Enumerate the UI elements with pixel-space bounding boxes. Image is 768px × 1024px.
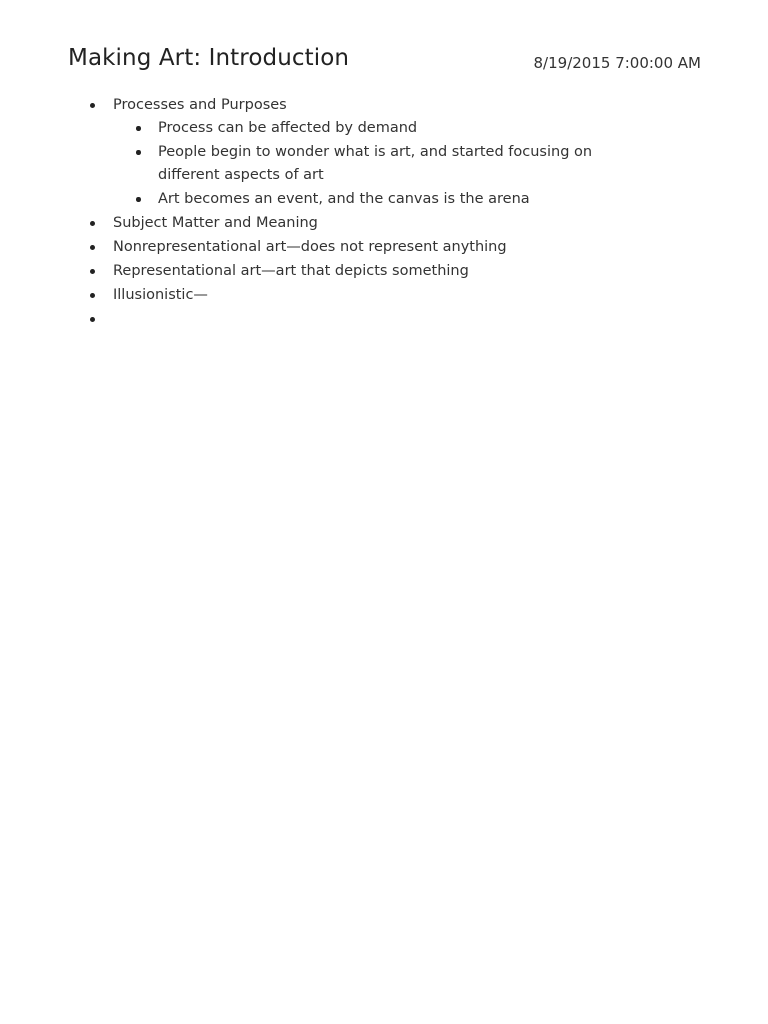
page-title: Making Art: Introduction <box>68 45 350 71</box>
list-item-text: People begin to wonder what is art, and started focusing on different aspects of art <box>158 144 593 183</box>
list-item[interactable] <box>0 236 700 259</box>
list-item-text: Subject Matter and Meaning <box>113 215 318 231</box>
list-item-text: Processes and Purposes <box>113 97 287 113</box>
list-item[interactable] <box>0 284 700 307</box>
sub-list-item[interactable] <box>113 117 628 140</box>
note-date: 8/19/2015 7:00:00 AM <box>533 54 701 72</box>
list-item-text: Process can be affected by demand <box>158 120 418 136</box>
list-item-text: Nonrepresentational art—does not represent anything <box>113 239 507 255</box>
list-item[interactable] <box>0 94 700 211</box>
list-item[interactable] <box>0 260 700 283</box>
list-item-text: Illusionistic— <box>113 287 208 303</box>
list-item[interactable] <box>0 212 700 235</box>
list-item-text: Representational art—art that depicts something <box>113 263 469 279</box>
bullet-list <box>0 94 700 331</box>
sub-list-item[interactable] <box>113 141 628 187</box>
sub-bullet-list <box>113 117 700 211</box>
list-item-text: Art becomes an event, and the canvas is the arena <box>158 191 530 207</box>
empty-list-item[interactable] <box>0 308 700 331</box>
sub-list-item[interactable] <box>113 188 628 211</box>
